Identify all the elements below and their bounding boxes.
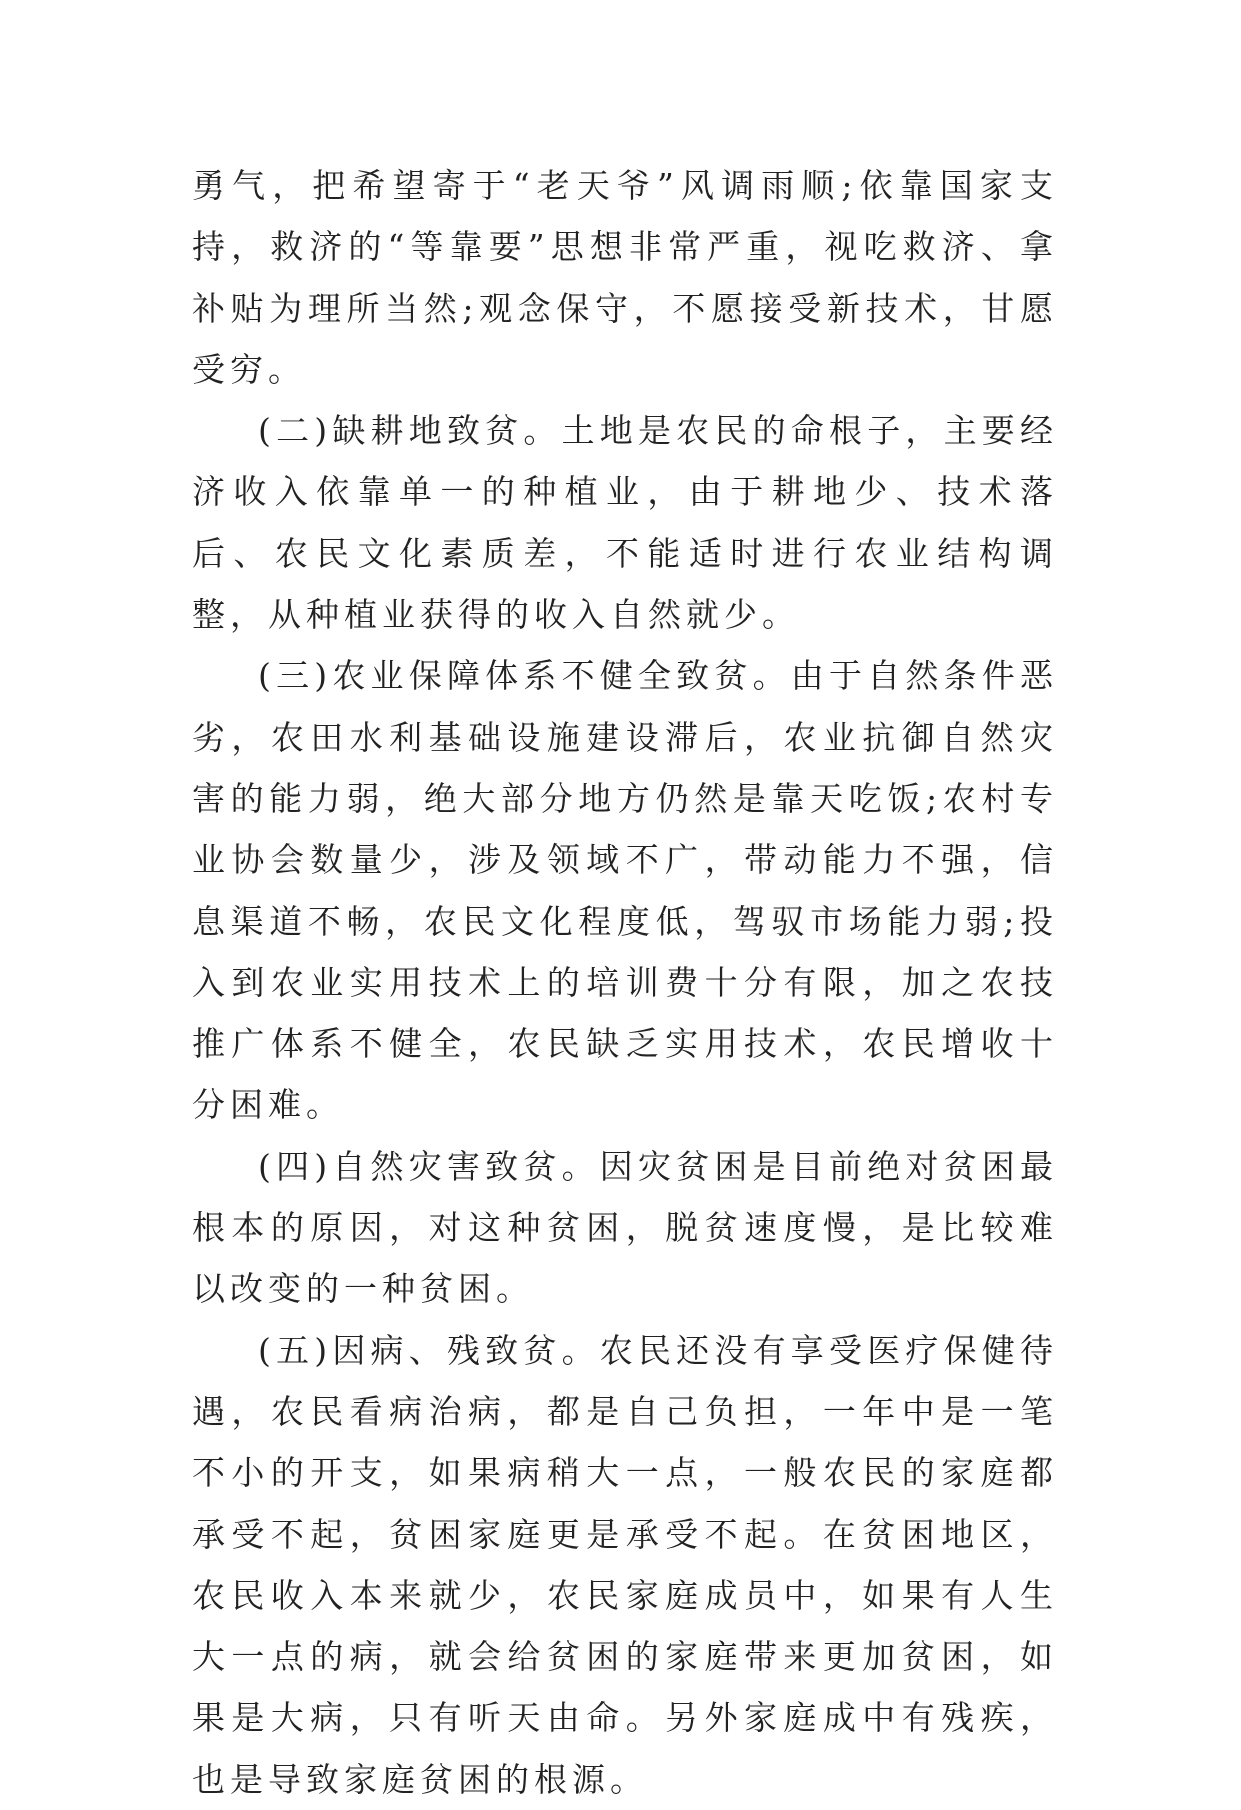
paragraph-1-continuation: 勇气，把希望寄于“老天爷”风调雨顺;依靠国家支持，救济的“等靠要”思想非常严重，视吃救济、拿补贴为理所当然;观念保守，不愿接受新技术，甘愿受穷。 <box>192 166 1058 389</box>
paragraph-3-agricultural-security: (三)农业保障体系不健全致贫。由于自然条件恶劣，农田水利基础设施建设滞后，农业抗御自然灾害的能力弱，绝大部分地方仍然是靠天吃饭;农村专业协会数量少，涉及领域不广，带动能力不强，信息渠道不畅，农民文化程度低，驾驭市场能力弱;投入到农业实用技术上的培训费十分有限，加之农技推广体系不健全，农民缺乏实用技术，农民增收十分困难。 <box>192 656 1058 1125</box>
document-page <box>192 155 1058 1810</box>
paragraph-5-illness-disability: (五)因病、残致贫。农民还没有享受医疗保健待遇，农民看病治病，都是自己负担，一年中是一笔不小的开支，如果病稍大一点，一般农民的家庭都承受不起，贫困家庭更是承受不起。在贫困地区，农民收入本来就少，农民家庭成员中，如果有人生大一点的病，就会给贫困的家庭带来更加贫困，如果是大病，只有听天由命。另外家庭成中有残疾，也是导致家庭贫困的根源。 <box>192 1330 1058 1799</box>
paragraph-4-natural-disasters: (四)自然灾害致贫。因灾贫困是目前绝对贫困最根本的原因，对这种贫困，脱贫速度慢，是比较难以改变的一种贫困。 <box>192 1146 1058 1309</box>
paragraph-2-lack-of-farmland: (二)缺耕地致贫。土地是农民的命根子，主要经济收入依靠单一的种植业，由于耕地少、技术落后、农民文化素质差，不能适时进行农业结构调整，从种植业获得的收入自然就少。 <box>192 411 1058 635</box>
